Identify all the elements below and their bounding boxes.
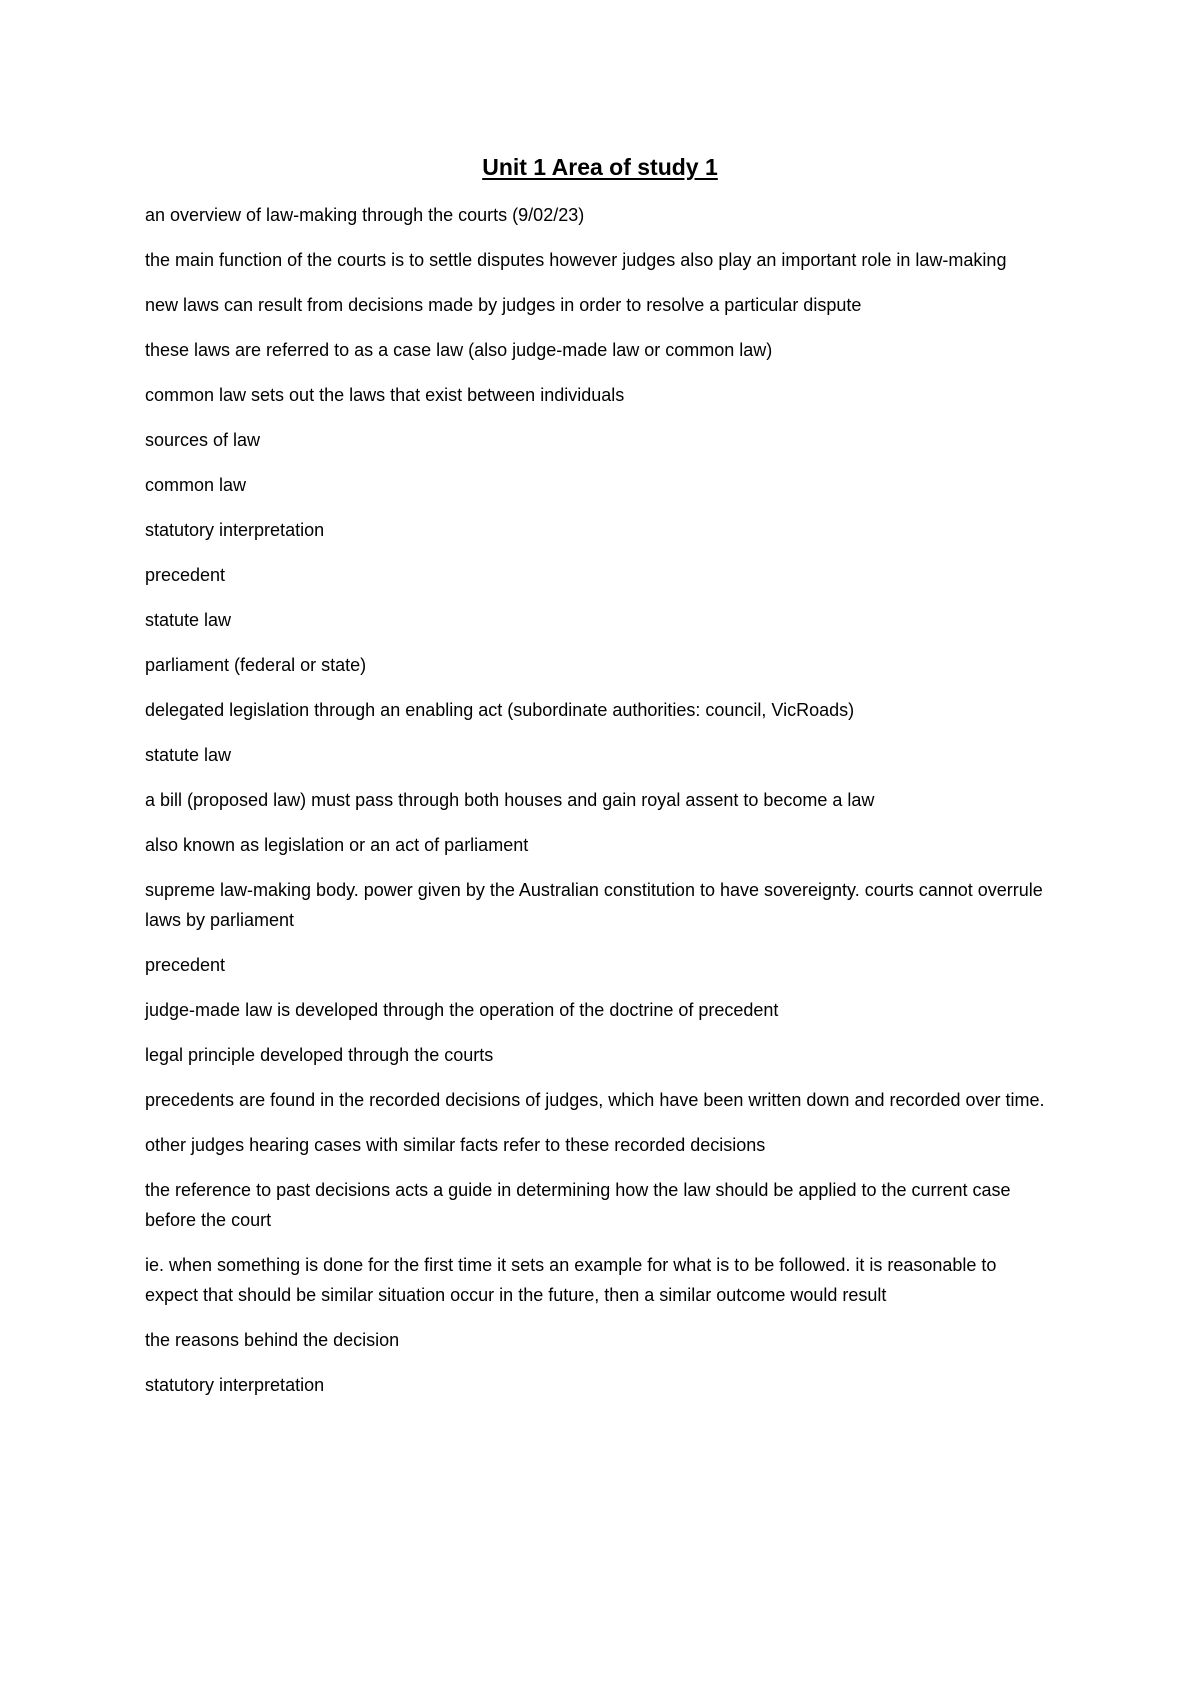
paragraph: statutory interpretation <box>145 520 325 540</box>
paragraph: parliament (federal or state) <box>145 655 367 675</box>
paragraph: statutory interpretation <box>145 1375 325 1395</box>
paragraph: precedent <box>145 565 226 585</box>
paragraph: the reasons behind the decision <box>145 1330 400 1350</box>
paragraph: an overview of law-making through the courts (9/02/23) <box>145 205 585 225</box>
paragraph: legal principle developed through the courts <box>145 1045 494 1065</box>
paragraph: precedent <box>145 955 226 975</box>
document-body <box>145 200 1045 1415</box>
document-title: Unit 1 Area of study 1 <box>482 154 718 180</box>
paragraph: supreme law-making body. power given by the Australian constitution to have sovereignty. courts cannot overrule laws by parliament <box>145 880 1043 930</box>
paragraph: also known as legislation or an act of parliament <box>145 835 529 855</box>
paragraph: sources of law <box>145 430 261 450</box>
paragraph: a bill (proposed law) must pass through both houses and gain royal assent to become a law <box>145 790 875 810</box>
paragraph: the main function of the courts is to settle disputes however judges also play an important role in law-making <box>145 250 1007 270</box>
paragraph: judge-made law is developed through the operation of the doctrine of precedent <box>145 1000 779 1020</box>
paragraph: other judges hearing cases with similar facts refer to these recorded decisions <box>145 1135 766 1155</box>
paragraph: the reference to past decisions acts a guide in determining how the law should be applied to the current case before the court <box>145 1180 1011 1230</box>
paragraph: statute law <box>145 610 232 630</box>
paragraph: these laws are referred to as a case law (also judge-made law or common law) <box>145 340 773 360</box>
paragraph: common law <box>145 475 247 495</box>
paragraph: statute law <box>145 745 232 765</box>
paragraph: common law sets out the laws that exist between individuals <box>145 385 625 405</box>
paragraph: ie. when something is done for the first time it sets an example for what is to be followed. it is reasonable to expect that should be similar situation occur in the future, then a similar outcome would result <box>145 1255 997 1305</box>
paragraph: precedents are found in the recorded decisions of judges, which have been written down and recorded over time. <box>145 1090 1045 1110</box>
paragraph: delegated legislation through an enabling act (subordinate authorities: council, VicRoads) <box>145 700 855 720</box>
paragraph: new laws can result from decisions made by judges in order to resolve a particular dispute <box>145 295 862 315</box>
